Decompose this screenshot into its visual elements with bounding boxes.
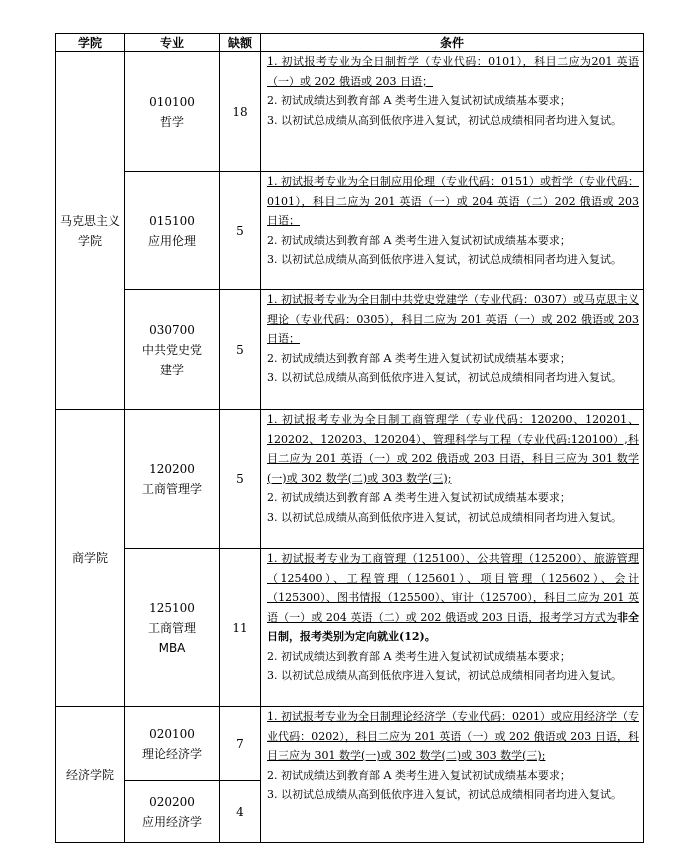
- condition-2: 2. 初试成绩达到教育部 A 类考生进入复试初试成绩基本要求；: [267, 768, 571, 782]
- college-name: 经济学院: [65, 767, 114, 782]
- condition-1: 1. 初试报考专业为全日制中共党史党建学（专业代码：0307）或马克思主义理论（专业代码：0305），科目二应为 201 英语（一）或 202 俄语或 203 日语；: [267, 293, 639, 345]
- conditions-cell: [261, 52, 644, 172]
- condition-1: 1. 初试报考专业为全日制哲学（专业代码：0101），科目二应为201 英语（一）或 202 俄语或 203 日语；: [267, 55, 639, 88]
- major-name: 中共党史党建学: [141, 342, 202, 377]
- major-name: 理论经济学: [141, 746, 202, 761]
- condition-1: 1. 初试报考专业为全日制理论经济学（专业代码：0201）或应用经济学（专业代码：0202），科目二应为 201 英语（一）或 202 俄语或 203 日语，科目三应为 301 数学(一)或 302 数学(二)或 303 数学(三);: [267, 710, 639, 762]
- college-cell: [56, 52, 125, 410]
- table-row: [56, 549, 644, 707]
- condition-3: 3. 以初试总成绩从高到低依序进入复试，初试总成绩相同者均进入复试。: [267, 669, 622, 682]
- major-name-mba: MBA: [158, 640, 186, 655]
- major-name: 工商管理: [147, 620, 196, 635]
- major-cell: [125, 290, 220, 410]
- major-name: 哲学: [159, 114, 184, 129]
- major-code: 015100: [149, 213, 195, 228]
- major-cell: [125, 549, 220, 707]
- header-major: 专业: [125, 34, 220, 52]
- condition-2: 2. 初试成绩达到教育部 A 类考生进入复试初试成绩基本要求；: [267, 233, 571, 247]
- condition-3: 3. 以初试总成绩从高到低依序进入复试，初试总成绩相同者均进入复试。: [267, 253, 622, 266]
- major-cell: [125, 172, 220, 290]
- condition-3: 3. 以初试总成绩从高到低依序进入复试，初试总成绩相同者均进入复试。: [267, 371, 622, 384]
- condition-2: 2. 初试成绩达到教育部 A 类考生进入复试初试成绩基本要求；: [267, 94, 571, 107]
- conditions-cell: [261, 707, 644, 843]
- conditions-cell: [261, 290, 644, 410]
- vacancy-cell: 7: [220, 707, 261, 781]
- vacancy-cell: 5: [220, 172, 261, 290]
- table-row: [56, 707, 644, 781]
- vacancy-cell: 5: [220, 290, 261, 410]
- table-row: [56, 410, 644, 549]
- vacancy-cell: 4: [220, 781, 261, 843]
- condition-1-text: 1. 初试报考专业为工商管理（125100）、公共管理（125200）、旅游管理（125400）、工程管理（125601）、项目管理（125602）、会计（125300）、图书情报（125500）、审计（125700），科目二应为 201 英语（一）或 204 英语（二）或 202 俄语或 203 日语，报考学习方式为: [267, 552, 639, 624]
- major-code: 125100: [149, 600, 195, 615]
- header-vacancy: 缺额: [220, 34, 261, 52]
- adjustment-table: [55, 33, 644, 843]
- vacancy-cell: 5: [220, 410, 261, 549]
- conditions-cell: [261, 549, 644, 707]
- condition-3: 3. 以初试总成绩从高到低依序进入复试，初试总成绩相同者均进入复试。: [267, 788, 622, 801]
- conditions-cell: [261, 172, 644, 290]
- condition-2: 2. 初试成绩达到教育部 A 类考生进入复试初试成绩基本要求；: [267, 491, 571, 504]
- major-cell: [125, 781, 220, 843]
- condition-1-bold: 非全日制，报考类别为定向就业(12)。: [267, 610, 640, 643]
- condition-2: 2. 初试成绩达到教育部 A 类考生进入复试初试成绩基本要求；: [267, 351, 571, 365]
- condition-1: 1. 初试报考专业为全日制应用伦理（专业代码：0151）或哲学（专业代码：0101），科目二应为 201 英语（一）或 204 英语（二）202 俄语或 203 日语；: [267, 175, 639, 227]
- major-code: 010100: [149, 94, 195, 109]
- vacancy-cell: 11: [220, 549, 261, 707]
- condition-1: [267, 549, 639, 647]
- vacancy-cell: 18: [220, 52, 261, 172]
- college-cell: [56, 707, 125, 843]
- major-code: 020200: [149, 794, 195, 809]
- condition-3: 3. 以初试总成绩从高到低依序进入复试，初试总成绩相同者均进入复试。: [267, 113, 622, 127]
- condition-2: 2. 初试成绩达到教育部 A 类考生进入复试初试成绩基本要求；: [267, 649, 571, 663]
- major-cell: [125, 707, 220, 781]
- major-cell: [125, 410, 220, 549]
- conditions-cell: [261, 410, 644, 549]
- condition-3: 3. 以初试总成绩从高到低依序进入复试，初试总成绩相同者均进入复试。: [267, 510, 622, 524]
- header-row: [56, 34, 644, 52]
- header-college: 学院: [56, 34, 125, 52]
- major-name: 工商管理学: [141, 482, 202, 496]
- major-cell: [125, 52, 220, 172]
- header-conditions: 条件: [261, 34, 644, 52]
- college-name: 马克思主义学院: [60, 213, 121, 248]
- college-cell: [56, 410, 125, 707]
- major-code: 120200: [149, 462, 195, 476]
- condition-1: 1. 初试报考专业为全日制工商管理学（专业代码：120200、120201、120202、120203、120204）、管理科学与工程（专业代码:120100）,科目二应为 201 英语（一）或 202 俄语或 203 日语，科目三应为 301 数学(一)或 302 数学(二)或 303 数学(三);: [267, 413, 639, 485]
- table-row: [56, 172, 644, 290]
- major-name: 应用经济学: [141, 814, 202, 829]
- table-row: [56, 52, 644, 172]
- table-row: [56, 290, 644, 410]
- major-name: 应用伦理: [147, 233, 196, 248]
- major-code: 020100: [149, 726, 195, 741]
- major-code: 030700: [149, 322, 195, 337]
- college-name: 商学院: [71, 551, 108, 565]
